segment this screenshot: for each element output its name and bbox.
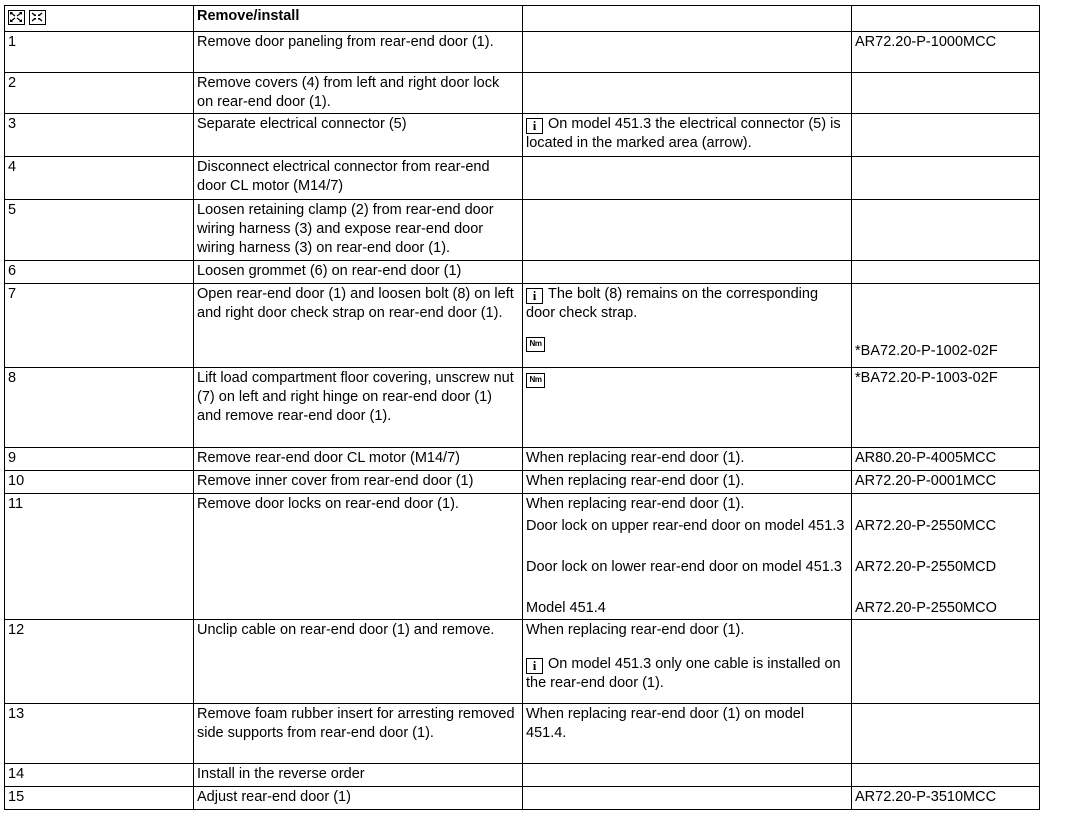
step-note (523, 620, 852, 704)
table-row (5, 261, 1040, 284)
step-action: Disconnect electrical connector from rear-end door CL motor (M14/7) (194, 157, 523, 200)
step-reference-link (852, 114, 1040, 157)
step-note (523, 787, 852, 810)
step-action: Remove covers (4) from left and right door lock on rear-end door (1). (194, 73, 523, 114)
step-reference-link[interactable]: *BA72.20-P-1002-02F (855, 343, 998, 359)
step-number: 7 (5, 284, 194, 368)
header-empty-cell (523, 6, 852, 32)
step-note: When replacing rear-end door (1). (523, 471, 852, 494)
table-row (5, 764, 1040, 787)
step-number: 1 (5, 32, 194, 73)
step-reference-link (852, 157, 1040, 200)
header-title: Remove/install (194, 6, 523, 32)
step-reference-link[interactable]: AR72.20-P-3510MCC (852, 787, 1040, 810)
step-note (523, 368, 852, 448)
step-number: 10 (5, 471, 194, 494)
step-number: 6 (5, 261, 194, 284)
step-reference-link (852, 261, 1040, 284)
step-note (523, 764, 852, 787)
step-number: 3 (5, 114, 194, 157)
step-note (523, 200, 852, 261)
table-row (5, 114, 1040, 157)
expand-all-icon[interactable] (8, 10, 25, 25)
step-action: Separate electrical connector (5) (194, 114, 523, 157)
step-action: Unclip cable on rear-end door (1) and remove. (194, 620, 523, 704)
table-row (5, 32, 1040, 73)
torque-nm-icon[interactable]: Nm (526, 337, 545, 352)
table-row (5, 704, 1040, 764)
step-action: Lift load compartment floor covering, unscrew nut (7) on left and right hinge on rear-end door (1) and remove rear-end door (1). (194, 368, 523, 448)
step-number: 11 (5, 494, 194, 620)
step-number: 14 (5, 764, 194, 787)
step-reference-link (852, 764, 1040, 787)
step-note (523, 261, 852, 284)
header-row (5, 6, 1040, 32)
collapse-all-icon[interactable] (29, 10, 46, 25)
header-empty-cell (852, 6, 1040, 32)
step-reference-link[interactable]: AR72.20-P-2550MCO (855, 600, 997, 616)
step-action: Loosen grommet (6) on rear-end door (1) (194, 261, 523, 284)
sub-item-text: Door lock on lower rear-end door on model 451.3 (526, 559, 842, 575)
step-number: 15 (5, 787, 194, 810)
procedure-table (4, 5, 1040, 810)
table-row (5, 200, 1040, 261)
table-row (5, 620, 1040, 704)
step-reference-link[interactable]: AR72.20-P-2550MCC (855, 518, 997, 534)
sub-item-text: Model 451.4 (526, 600, 606, 616)
step-number: 4 (5, 157, 194, 200)
table-row (5, 284, 1040, 368)
step-reference-link (852, 620, 1040, 704)
step-reference-link (852, 73, 1040, 114)
step-note (523, 32, 852, 73)
step-number: 12 (5, 620, 194, 704)
info-icon: i (526, 288, 543, 304)
step-reference-link[interactable]: *BA72.20-P-1003-02F (852, 368, 1040, 448)
header-icons-cell (5, 6, 194, 32)
table-row (5, 448, 1040, 471)
step-reference-cell (852, 494, 1040, 620)
step-reference-link[interactable]: AR72.20-P-2550MCD (855, 559, 997, 575)
step-number: 8 (5, 368, 194, 448)
step-action: Remove foam rubber insert for arresting removed side supports from rear-end door (1). (194, 704, 523, 764)
note-text: When replacing rear-end door (1). (526, 622, 745, 638)
table-row (5, 73, 1040, 114)
note-text: When replacing rear-end door (1). (526, 496, 745, 512)
info-icon: i (526, 118, 543, 134)
step-reference-link[interactable]: AR72.20-P-0001MCC (852, 471, 1040, 494)
step-number: 5 (5, 200, 194, 261)
step-action: Install in the reverse order (194, 764, 523, 787)
table-row (5, 494, 1040, 620)
step-reference-link (852, 200, 1040, 261)
step-note: When replacing rear-end door (1) on model 451.4. (523, 704, 852, 764)
table-row (5, 787, 1040, 810)
step-reference-link[interactable]: AR80.20-P-4005MCC (852, 448, 1040, 471)
info-icon: i (526, 658, 543, 674)
torque-nm-icon[interactable]: Nm (526, 373, 545, 388)
sub-item-text: Door lock on upper rear-end door on model 451.3 (526, 518, 845, 534)
step-action: Remove door paneling from rear-end door (1). (194, 32, 523, 73)
table-row (5, 368, 1040, 448)
step-note (523, 284, 852, 368)
note-text: On model 451.3 the electrical connector (5) is located in the marked area (arrow). (526, 116, 841, 151)
step-action: Open rear-end door (1) and loosen bolt (8) on left and right door check strap on rear-end door (1). (194, 284, 523, 368)
step-reference-cell (852, 284, 1040, 368)
step-number: 2 (5, 73, 194, 114)
step-action: Adjust rear-end door (1) (194, 787, 523, 810)
step-note: When replacing rear-end door (1). (523, 448, 852, 471)
step-action: Remove door locks on rear-end door (1). (194, 494, 523, 620)
step-note (523, 494, 852, 620)
step-reference-link[interactable]: AR72.20-P-1000MCC (852, 32, 1040, 73)
step-note (523, 73, 852, 114)
table-row (5, 157, 1040, 200)
step-note (523, 114, 852, 157)
step-number: 13 (5, 704, 194, 764)
step-action: Loosen retaining clamp (2) from rear-end door wiring harness (3) and expose rear-end door wiring harness (3) on rear-end door (1). (194, 200, 523, 261)
table-row (5, 471, 1040, 494)
step-note (523, 157, 852, 200)
note-text: On model 451.3 only one cable is installed on the rear-end door (1). (526, 656, 841, 691)
note-text: The bolt (8) remains on the corresponding door check strap. (526, 286, 819, 321)
step-action: Remove inner cover from rear-end door (1) (194, 471, 523, 494)
step-number: 9 (5, 448, 194, 471)
step-action: Remove rear-end door CL motor (M14/7) (194, 448, 523, 471)
step-reference-link (852, 704, 1040, 764)
